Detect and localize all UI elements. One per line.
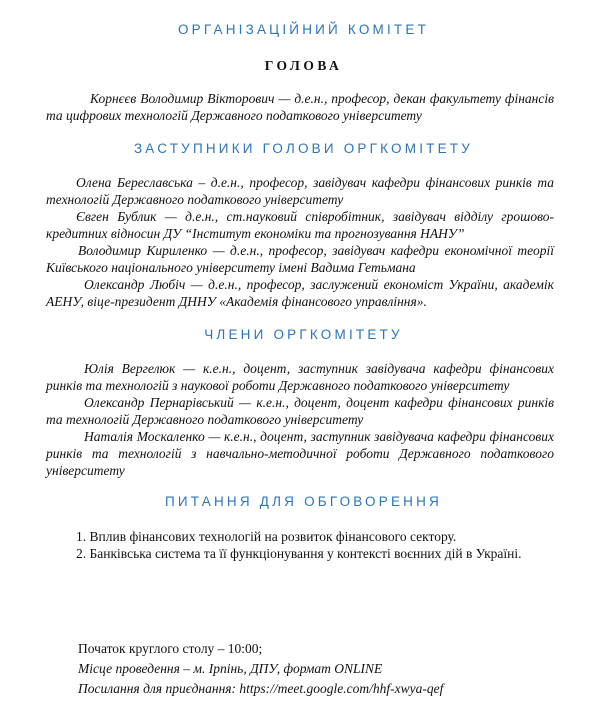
chair-text: Корнєєв Володимир Вікторович — д.е.н., професор, декан факультету фінансів та цифрових технологій Державного податкового університету	[46, 91, 554, 123]
committee-heading: ОРГАНІЗАЦІЙНИЙ КОМІТЕТ	[177, 22, 430, 37]
meeting-link[interactable]: Посилання для приєднання: https://meet.google.com/hhf-xwya-qef	[78, 681, 444, 696]
start-time: Початок круглого столу – 10:00;	[78, 641, 263, 656]
deputy-item: Володимир Кириленко — д.е.н., професор, завідувач кафедри економічної теорії Київського національного університету імені Вадима Гетьмана	[46, 243, 554, 275]
deputy-item: Євген Бублик — д.е.н., ст.науковий співробітник, завідувач відділу грошово-кредитних відносин ДУ “Інститут економіки та прогнозування НАНУ”	[46, 209, 554, 241]
topics-heading: ПИТАННЯ ДЛЯ ОБГОВОРЕННЯ	[164, 494, 443, 509]
topic-item: 2. Банківська система та її функціонування у контексті воєнних дій в Україні.	[76, 546, 522, 561]
deputies-heading: ЗАСТУПНИКИ ГОЛОВИ ОРГКОМІТЕТУ	[133, 141, 474, 156]
topic-item: 1. Вплив фінансових технологій на розвиток фінансового сектору.	[76, 529, 457, 544]
deputy-item: Олександр Любіч — д.е.н., професор, заслужений економіст України, академік АЕНУ, віце-президент ДННУ «Академія фінансового управління».	[46, 277, 554, 309]
chair-title: ГОЛОВА	[264, 58, 343, 73]
member-item: Наталія Москаленко — к.е.н., доцент, заступник завідувача кафедри фінансових ринків та технологій з навчально-методичної роботи Державного податкового університету	[46, 429, 554, 478]
venue: Місце проведення – м. Ірпінь, ДПУ, формат ONLINE	[78, 661, 383, 676]
member-item: Олександр Пернарівський — к.е.н., доцент, доцент кафедри фінансових ринків та технологій Державного податкового університету	[46, 395, 554, 427]
member-item: Юлія Вергелюк — к.е.н., доцент, заступник завідувача кафедри фінансових ринків та технологій з наукової роботи Державного податкового університету	[46, 361, 554, 393]
members-heading: ЧЛЕНИ ОРГКОМІТЕТУ	[204, 327, 403, 342]
deputy-item: Олена Береславська – д.е.н., професор, завідувач кафедри фінансових ринків та технологій Державного податкового університету	[46, 175, 554, 207]
